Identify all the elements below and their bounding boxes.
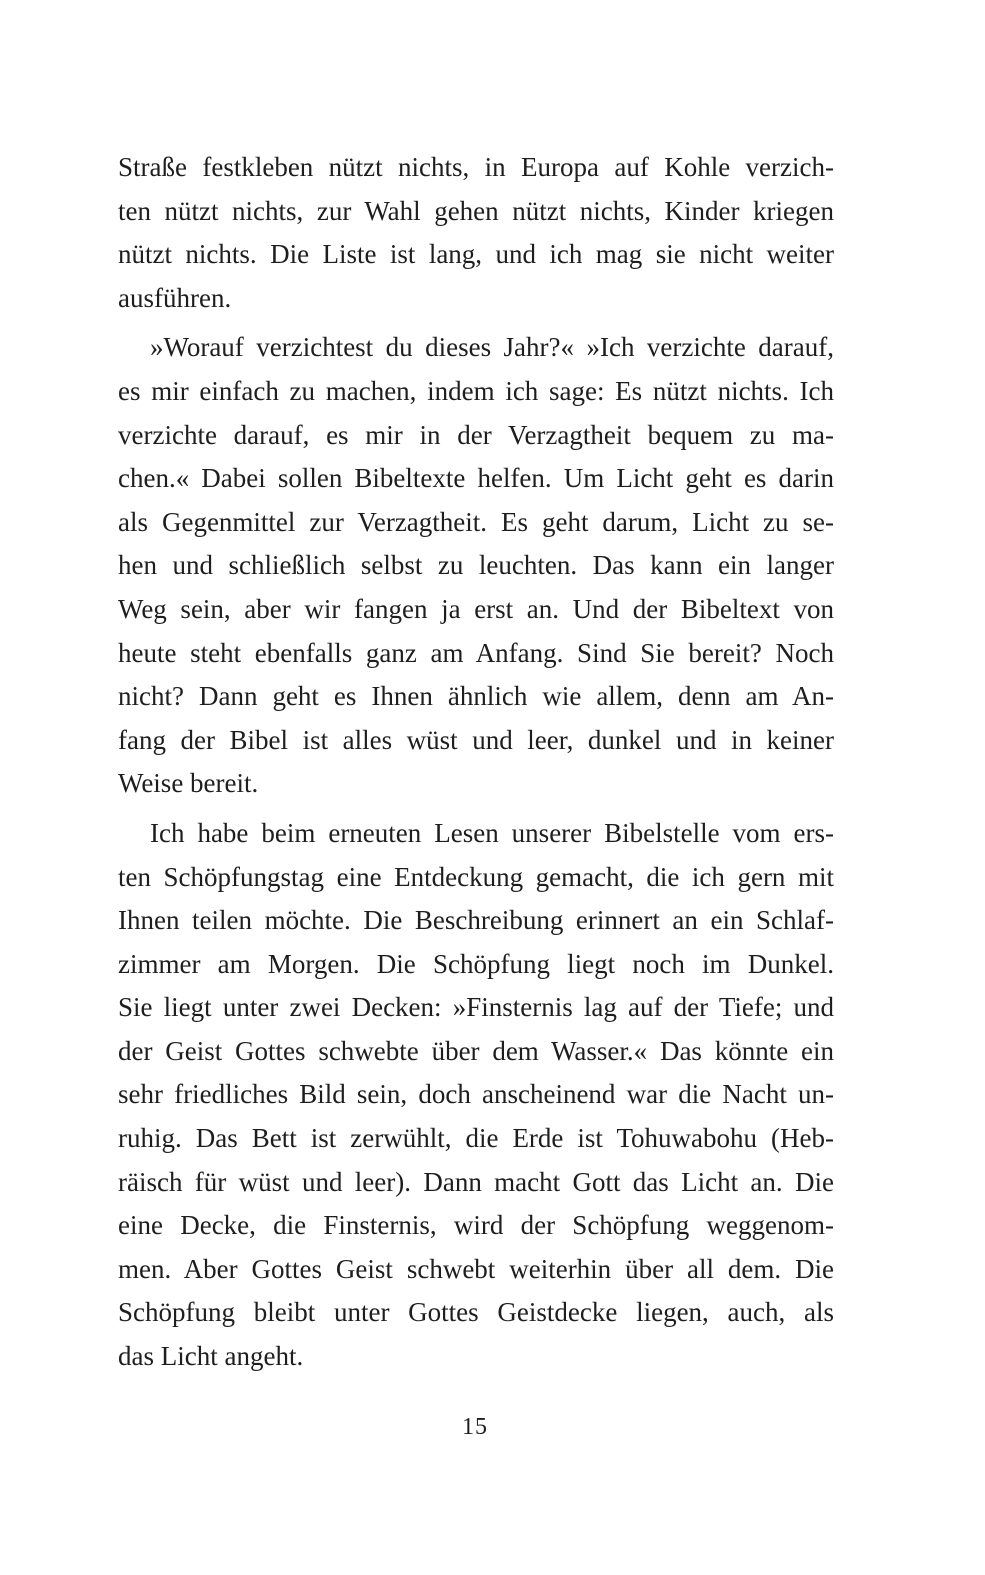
text-line: fang der Bibel ist alles wüst und leer, dunkel und in keiner [118,724,834,755]
text-line: Ich habe beim erneuten Lesen unserer Bibelstelle vom ers- [150,817,834,848]
text-line: »Worauf verzichtest du dieses Jahr?« »Ich verzichte darauf, [150,332,834,363]
text-line: verzichte darauf, es mir in der Verzagtheit bequem zu ma- [118,419,834,450]
text-line: Schöpfung bleibt unter Gottes Geistdecke liegen, auch, als [118,1297,834,1328]
paragraph-2 [118,326,834,806]
text-line: ten Schöpfungstag eine Entdeckung gemacht, die ich gern mit [118,861,834,892]
text-line: ten nützt nichts, zur Wahl gehen nützt nichts, Kinder kriegen [118,195,834,226]
paragraph-1 [118,146,834,320]
text-line: das Licht angeht. [118,1341,304,1372]
text-line: ruhig. Das Bett ist zerwühlt, die Erde ist Tohuwabohu (Heb- [118,1123,834,1154]
text-line: eine Decke, die Finsternis, wird der Schöpfung weggenom- [118,1210,834,1241]
text-line: hen und schließlich selbst zu leuchten. Das kann ein langer [118,550,834,581]
text-line: Straße festkleben nützt nichts, in Europa auf Kohle verzich- [118,152,834,182]
text-line: men. Aber Gottes Geist schwebt weiterhin über all dem. Die [118,1253,834,1284]
text-line: nützt nichts. Die Liste ist lang, und ich mag sie nicht weiter [118,239,834,270]
text-line: der Geist Gottes schwebte über dem Wasser.« Das könnte ein [118,1035,834,1066]
paragraph-3 [118,812,834,1379]
text-line: als Gegenmittel zur Verzagtheit. Es geht darum, Licht zu se- [118,506,834,537]
text-line: heute steht ebenfalls ganz am Anfang. Sind Sie bereit? Noch [118,637,834,668]
text-line: nicht? Dann geht es Ihnen ähnlich wie allem, denn am An- [118,681,834,712]
text-line: Sie liegt unter zwei Decken: »Finsternis lag auf der Tiefe; und [118,992,834,1023]
body-text [118,146,834,1379]
text-line: sehr friedliches Bild sein, doch anscheinend war die Nacht un- [118,1079,834,1110]
page-number: 15 [462,1414,488,1440]
text-line: Ihnen teilen möchte. Die Beschreibung erinnert an ein Schlaf- [118,905,834,936]
text-line: es mir einfach zu machen, indem ich sage: Es nützt nichts. Ich [118,375,834,406]
text-line: Weise bereit. [118,768,259,799]
text-line: ausführen. [118,282,232,313]
text-line: chen.« Dabei sollen Bibeltexte helfen. Um Licht geht es darin [118,463,834,494]
text-line: räisch für wüst und leer). Dann macht Gott das Licht an. Die [118,1166,834,1197]
text-line: zimmer am Morgen. Die Schöpfung liegt noch im Dunkel. [118,948,834,979]
text-line: Weg sein, aber wir fangen ja erst an. Und der Bibeltext von [118,593,834,624]
